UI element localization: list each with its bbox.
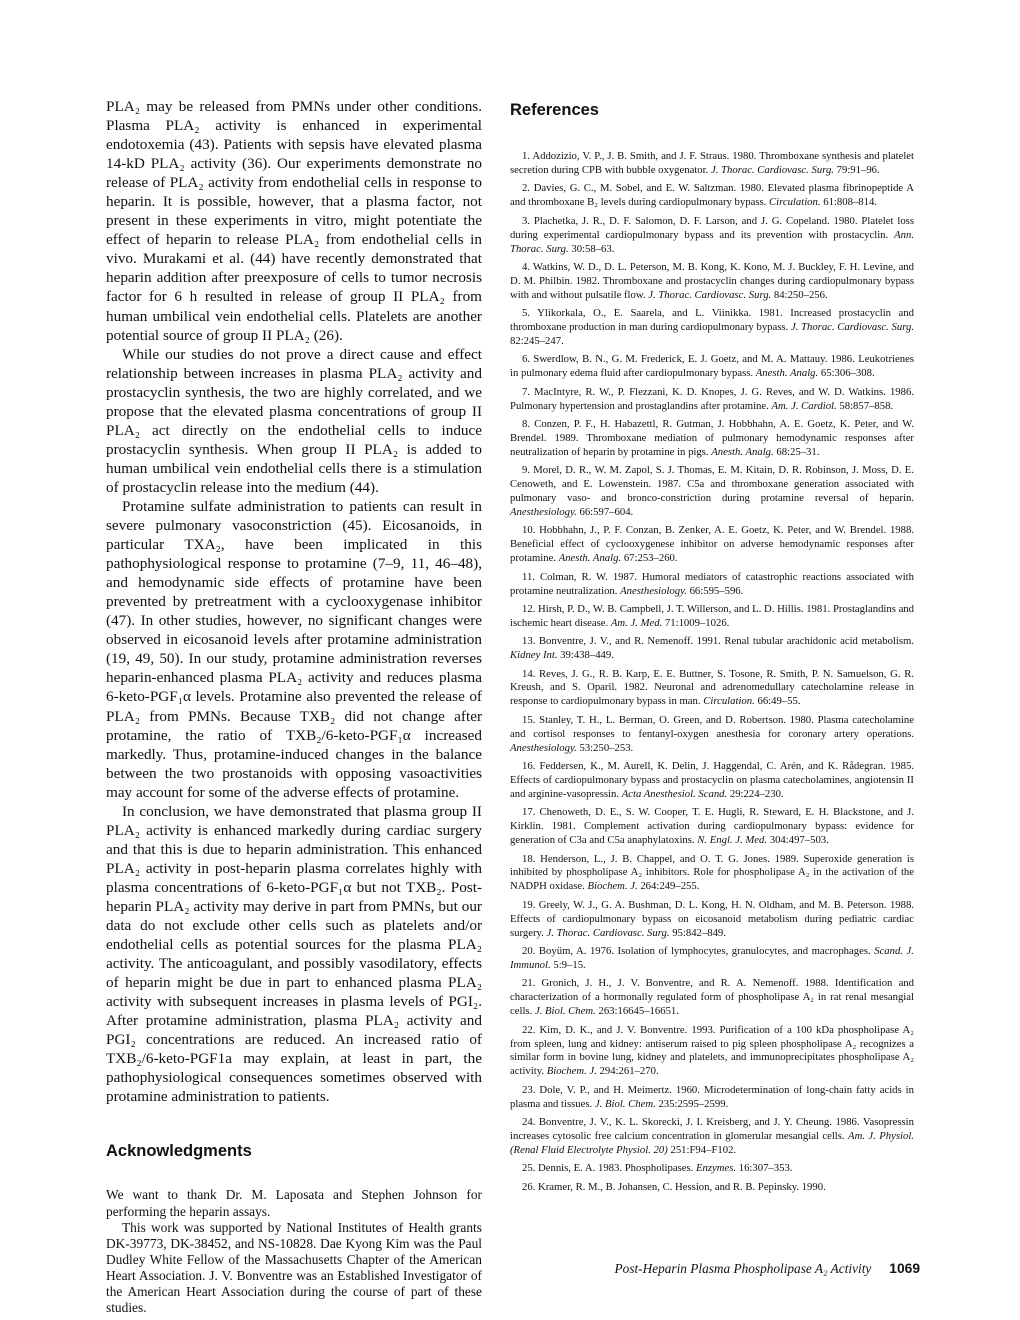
reference-item	[510, 261, 914, 303]
reference-item	[510, 524, 914, 566]
reference-item	[510, 760, 914, 802]
reference-volume-pages: 30:58–63.	[568, 242, 615, 255]
reference-text: 13. Bonventre, J. V., and R. Nemenoff. 1991. Renal tubular arachidonic acid metabolism.	[522, 635, 914, 648]
reference-item	[510, 1162, 914, 1176]
reference-volume-pages: 53:250–253.	[576, 741, 634, 754]
body-paragraph-3: Protamine sulfate administration to patients can result in severe pulmonary vasoconstriction (45). Eicosanoids, in particular TXA₂, have been implicated in this pathophysiological response to protamine (7–9, 11, 46–48), and hemodynamic side effects of protamine have been prevented by pretreatment with a cyclooxygenase inhibitor (47). In other studies, however, no significant changes were observed in eicosanoid levels after protamine administration (19, 49, 50). In our study, protamine administration reverses heparin-enhanced plasma PLA₂ activity and reduces plasma 6-keto-PGF₁α levels. Protamine also prevented the release of PLA₂ from PMNs. Because TXB₂ did not change after protamine, the ratio of TXB₂/6-keto-PGF₁α increased markedly. Thus, protamine-induced changes in the balance between the two prostanoids with opposing vasoactivities may account for some of the adverse effects of protamine.	[106, 497, 482, 801]
acknowledgments-heading: Acknowledgments	[106, 1142, 252, 1161]
reference-item	[510, 977, 914, 1019]
reference-journal: J. Thorac. Cardiovasc. Surg.	[790, 321, 914, 334]
reference-item	[510, 418, 914, 460]
reference-item	[510, 853, 914, 895]
reference-journal: Acta Anesthesiol. Scand.	[621, 787, 728, 800]
reference-item	[510, 899, 914, 941]
reference-text: 1. Addozizio, V. P., J. B. Smith, and J. F. Straus. 1980. Thromboxane synthesis and platelet secretion during CPB with bubble oxygenator.	[510, 150, 914, 176]
reference-volume-pages: 61:808–814.	[820, 196, 877, 209]
reference-item	[510, 182, 914, 210]
reference-text: 23. Dole, V. P., and H. Meimertz. 1960. Microdetermination of long-chain fatty acids in plasma and tissues.	[510, 1083, 914, 1110]
reference-item	[510, 1024, 914, 1080]
reference-item	[510, 307, 914, 349]
reference-item	[510, 668, 914, 710]
reference-text: 4. Watkins, W. D., D. L. Peterson, M. B. Kong, K. Kono, M. J. Buckley, F. H. Levine, and D. M. Philbin. 1982. Thromboxane and prostacyclin changes during cardiopulmonary bypass with and without pulsatile flow.	[510, 260, 914, 301]
reference-text: 6. Swerdlow, B. N., G. M. Frederick, E. J. Goetz, and M. A. Mattauy. 1986. Leukotrienes in pulmonary edema fluid after cardiopulmonary bypass.	[510, 353, 914, 380]
reference-volume-pages: 304:497–503.	[767, 834, 829, 847]
reference-volume-pages: 84:250–256.	[771, 288, 828, 301]
reference-text: 24. Bonventre, J. V., K. L. Skorecki, J. I. Kreisberg, and J. Y. Cheung. 1986. Vasopressin increases cytosolic free calcium concentration in glomerular mesangial cells.	[510, 1116, 914, 1143]
reference-volume-pages: 68:25–31.	[773, 445, 820, 458]
reference-volume-pages: 5:9–15.	[550, 958, 586, 971]
reference-item	[510, 1084, 914, 1112]
reference-journal: Am. J. Cardiol.	[771, 399, 837, 412]
acknowledgments-paragraph-2: This work was supported by National Institutes of Health grants DK-39773, DK-38452, and NS-10828. Dae Kyong Kim was the Paul Dudley White Fellow of the Massachusetts Chapter of the American Heart Association. J. V. Bonventre was an Established Investigator of the American Heart Association during the course of part of these studies.	[106, 1219, 482, 1316]
reference-text: 15. Stanley, T. H., L. Berman, O. Green, and D. Robertson. 1980. Plasma catecholamine and cortisol responses to fentanyl-oxygen anesthesia for coronary artery operations.	[510, 713, 914, 740]
reference-text: 3. Plachetka, J. R., D. F. Salomon, D. F. Larson, and J. G. Copeland. 1980. Platelet loss during experimental cardiopulmonary bypass and its prevention with prostacyclin.	[510, 214, 914, 241]
reference-text: 9. Morel, D. R., W. M. Zapol, S. J. Thomas, E. M. Kitain, D. R. Robinson, J. Moss, D. E. Cenoweth, and E. Lowenstein. 1987. C5a and thromboxane generation associated with pulmonary vaso- and bronco-constriction during protamine reversal of heparin.	[510, 464, 914, 505]
reference-volume-pages: 66:595–596.	[686, 584, 744, 597]
reference-volume-pages: 95:842–849.	[669, 926, 726, 939]
reference-list	[510, 150, 914, 1195]
reference-volume-pages: 39:438–449.	[557, 649, 614, 662]
reference-item	[510, 571, 914, 599]
reference-journal: Biochem. J.	[587, 880, 638, 893]
reference-volume-pages: 65:306–308.	[818, 367, 875, 380]
reference-volume-pages: 67:253–260.	[621, 552, 678, 565]
reference-volume-pages: 294:261–270.	[596, 1065, 659, 1078]
right-column	[510, 97, 914, 1199]
reference-journal: Enzymes.	[695, 1162, 737, 1175]
left-column	[106, 97, 482, 1316]
reference-journal: J. Thorac. Cardiovasc. Surg.	[710, 163, 834, 176]
reference-text: 19. Greely, W. J., G. A. Bushman, D. L. Kong, H. N. Oldham, and M. B. Peterson. 1988. Effects of cardiopulmonary bypass on eicosanoid metabolism during pediatric cardiac surgery.	[510, 898, 914, 939]
reference-text: 10. Hobbhahn, J., P. F. Conzan, B. Zenker, A. E. Goetz, K. Peter, and W. Brendel. 1988. Beneficial effect of cyclooxygenese inhibitor on adverse hemodynamic responses after protamine.	[510, 524, 914, 565]
reference-journal: J. Biol. Chem.	[594, 1097, 656, 1110]
reference-text: 16. Feddersen, K., M. Aurell, K. Delin, J. Haggendal, C. Arén, and K. Rådegran. 1985. Effects of cardiopulmonary bypass and prostacyclin on plasma catecholamines, angiotensin II and arginine-vasopressin.	[510, 760, 914, 800]
reference-volume-pages: 66:597–604.	[576, 506, 634, 519]
reference-journal: Anesth. Analg.	[558, 552, 622, 565]
reference-item	[510, 603, 914, 631]
reference-text: 7. MacIntyre, R. W., P. Flezzani, K. D. Knopes, J. G. Reves, and W. D. Watkins. 1986. Pulmonary hypertension and prostaglandins after protamine.	[510, 385, 914, 412]
reference-text: 14. Reves, J. G., R. B. Karp, E. E. Buttner, S. Tosone, R. Smith, P. N. Samuelson, G. R. Kreush, and S. Oparil. 1982. Neuronal and adrenomedullary catecholamine release in response to cardiopulmonary bypass in man.	[510, 667, 914, 708]
reference-item	[510, 353, 914, 381]
reference-journal: Circulation.	[768, 196, 821, 209]
page-footer	[560, 1261, 920, 1277]
references-heading: References	[510, 101, 599, 119]
reference-journal: Ann. Thorac. Surg.	[510, 228, 914, 255]
reference-text: 26. Kramer, R. M., B. Johansen, C. Hession, and R. B. Pepinsky. 1990.	[522, 1180, 826, 1193]
reference-text: 5. Ylikorkala, O., E. Saarela, and L. Viinikka. 1981. Increased prostacyclin and thromboxane production in man during cardiopulmonary bypass.	[510, 307, 914, 334]
reference-text: 17. Chenoweth, D. E., S. W. Cooper, T. E. Hugli, R. Steward, E. H. Blackstone, and J. Kirklin. 1981. Complement activation during cardiopulmonary bypass: evidence for generation of C3a and C5a anaphylatoxins.	[510, 806, 914, 847]
reference-volume-pages: 235:2595–2599.	[655, 1097, 729, 1110]
reference-item	[510, 945, 914, 973]
reference-journal: J. Thorac. Cardiovasc. Surg.	[546, 926, 670, 939]
reference-journal: Am. J. Med.	[610, 616, 663, 629]
reference-item	[510, 1181, 914, 1195]
reference-text: 8. Conzen, P. F., H. Habazettl, R. Gutman, J. Hobbhahn, A. E. Goetz, K. Peter, and W. Brendel. 1989. Thromboxane mediation of pulmonary hemodynamic responses after neutralization of heparin by protamine in pigs.	[510, 417, 914, 458]
acknowledgments-paragraph-1: We want to thank Dr. M. Laposata and Stephen Johnson for performing the heparin assays.	[106, 1187, 482, 1219]
reference-volume-pages: 82:245–247.	[510, 335, 564, 347]
reference-item	[510, 215, 914, 257]
reference-volume-pages: 71:1009–1026.	[662, 616, 730, 629]
reference-volume-pages: 79:91–96.	[833, 163, 880, 176]
reference-item	[510, 386, 914, 414]
reference-journal: Scand. J. Immunol.	[510, 945, 914, 971]
reference-item	[510, 806, 914, 848]
page-number: 1069	[889, 1261, 920, 1276]
reference-volume-pages: 251:F94–F102.	[667, 1143, 737, 1156]
reference-journal: Anesthesiology.	[510, 741, 577, 754]
body-paragraph-2: While our studies do not prove a direct cause and effect relationship between increases in plasma PLA₂ activity and prostacyclin synthesis, the two are highly correlated, and we propose that the elevated plasma concentrations of group II PLA₂ act directly on the endothelial cells to induce prostacyclin synthesis. When group II PLA₂ is added to human umbilical vein endothelial cells there is a stimulation of prostacyclin release into the medium (44).	[106, 345, 482, 496]
reference-text: 20. Boyüm, A. 1976. Isolation of lymphocytes, granulocytes, and macrophages.	[522, 945, 875, 958]
reference-volume-pages: 263:16645–16651.	[595, 1005, 679, 1018]
reference-item	[510, 150, 914, 178]
body-paragraph-4: In conclusion, we have demonstrated that plasma group II PLA₂ activity is enhanced markedly during cardiac surgery and that this is due to heparin administration. This enhanced PLA₂ activity in post-heparin plasma correlates highly with plasma concentrations of 6-keto-PGF₁α but not TXB₂. Post-heparin PLA₂ activity may derive in part from PMNs, but our data do not exclude other cells such as platelets and/or endothelial cells as potential sources for the plasma PLA₂ activity. The anticoagulant, and possibly vasodilatory, effects of heparin might be due in part to enhanced plasma PLA₂ activity with subsequent increases in plasma levels of PGI₂. After protamine administration, plasma PLA₂ activity and PGI₂ concentrations are reduced. An increased ratio of TXB₂/6-keto-PGF1a may explain, at least in part, the pathophysiological consequences sometimes observed with protamine administration to patients.	[106, 802, 482, 1106]
reference-journal: Anesth. Analg.	[711, 445, 774, 458]
reference-journal: Am. J. Physiol. (Renal Fluid Electrolyte Physiol. 20)	[510, 1130, 914, 1156]
reference-volume-pages: 66:49–55.	[754, 695, 801, 708]
reference-item	[510, 635, 914, 663]
body-paragraph-1: PLA₂ may be released from PMNs under other conditions. Plasma PLA₂ activity is enhanced in experimental endotoxemia (43). Patients with sepsis have elevated plasma 14-kD PLA₂ activity (36). Our experiments demonstrate no release of PLA₂ activity from endothelial cells in response to heparin. It is possible, however, that a plasma factor, not present in these experiments in vitro, might potentiate the effect of heparin to release PLA₂ from endothelial cells in vivo. Murakami et al. (44) have recently demonstrated that heparin addition after preexposure of cells to tumor necrosis factor for 6 h resulted in release of group II PLA₂ from human umbilical vein endothelial cells. Platelets are another potential source of group II PLA₂ (26).	[106, 98, 482, 344]
reference-journal: Kidney Int.	[510, 649, 558, 662]
running-head: Post-Heparin Plasma Phospholipase A₂ Activity	[614, 1261, 872, 1276]
reference-journal: J. Biol. Chem.	[534, 1005, 596, 1018]
reference-journal: Biochem. J.	[546, 1065, 597, 1078]
reference-volume-pages: 58:857–858.	[836, 399, 894, 412]
reference-text: 25. Dennis, E. A. 1983. Phospholipases.	[522, 1162, 696, 1175]
reference-item	[510, 464, 914, 520]
reference-text: 2. Davies, G. C., M. Sobel, and E. W. Saltzman. 1980. Elevated plasma fibrinopeptide A and thromboxane B₂ levels during cardiopulmonary bypass.	[510, 182, 914, 209]
reference-volume-pages: 264:249–255.	[637, 880, 700, 893]
reference-text: 21. Gronich, J. H., J. V. Bonventre, and R. A. Nemenoff. 1988. Identification and characterization of a hormonally regulated form of phospholipase A₂ in rat renal mesangial cells.	[510, 977, 914, 1018]
reference-text: 12. Hirsh, P. D., W. B. Campbell, J. T. Willerson, and L. D. Hillis. 1981. Prostaglandins and ischemic heart disease.	[510, 602, 914, 629]
reference-text: 18. Henderson, L., J. B. Chappel, and O. T. G. Jones. 1989. Superoxide generation is inhibited by phospholipase A₂ inhibitors. Role for phospholipase A₂ in the activation of the NADPH oxidase.	[510, 852, 914, 893]
reference-journal: J. Thorac. Cardiovasc. Surg.	[648, 288, 772, 301]
reference-journal: N. Engl. J. Med.	[697, 834, 768, 847]
reference-text: 22. Kim, D. K., and J. V. Bonventre. 1993. Purification of a 100 kDa phospholipase A₂ from spleen, lung and kidney: antiserum raised to pig spleen phospholipase A₂ recognizes a similar form in bovine lung, kidney and platelets, and immunoprecipitates phospholipase A₂ activity.	[510, 1023, 914, 1078]
reference-journal: Anesthesiology.	[510, 506, 577, 519]
reference-volume-pages: 16:307–353.	[736, 1162, 793, 1175]
reference-journal: Anesthesiology.	[620, 584, 687, 597]
reference-item	[510, 714, 914, 756]
reference-text: 11. Colman, R. W. 1987. Humoral mediators of catastrophic reactions associated with protamine neutralization.	[510, 570, 914, 597]
reference-journal: Circulation.	[703, 695, 755, 708]
reference-journal: Anesth. Analg.	[755, 367, 819, 380]
reference-volume-pages: 29:224–230.	[727, 787, 784, 800]
reference-item	[510, 1116, 914, 1158]
